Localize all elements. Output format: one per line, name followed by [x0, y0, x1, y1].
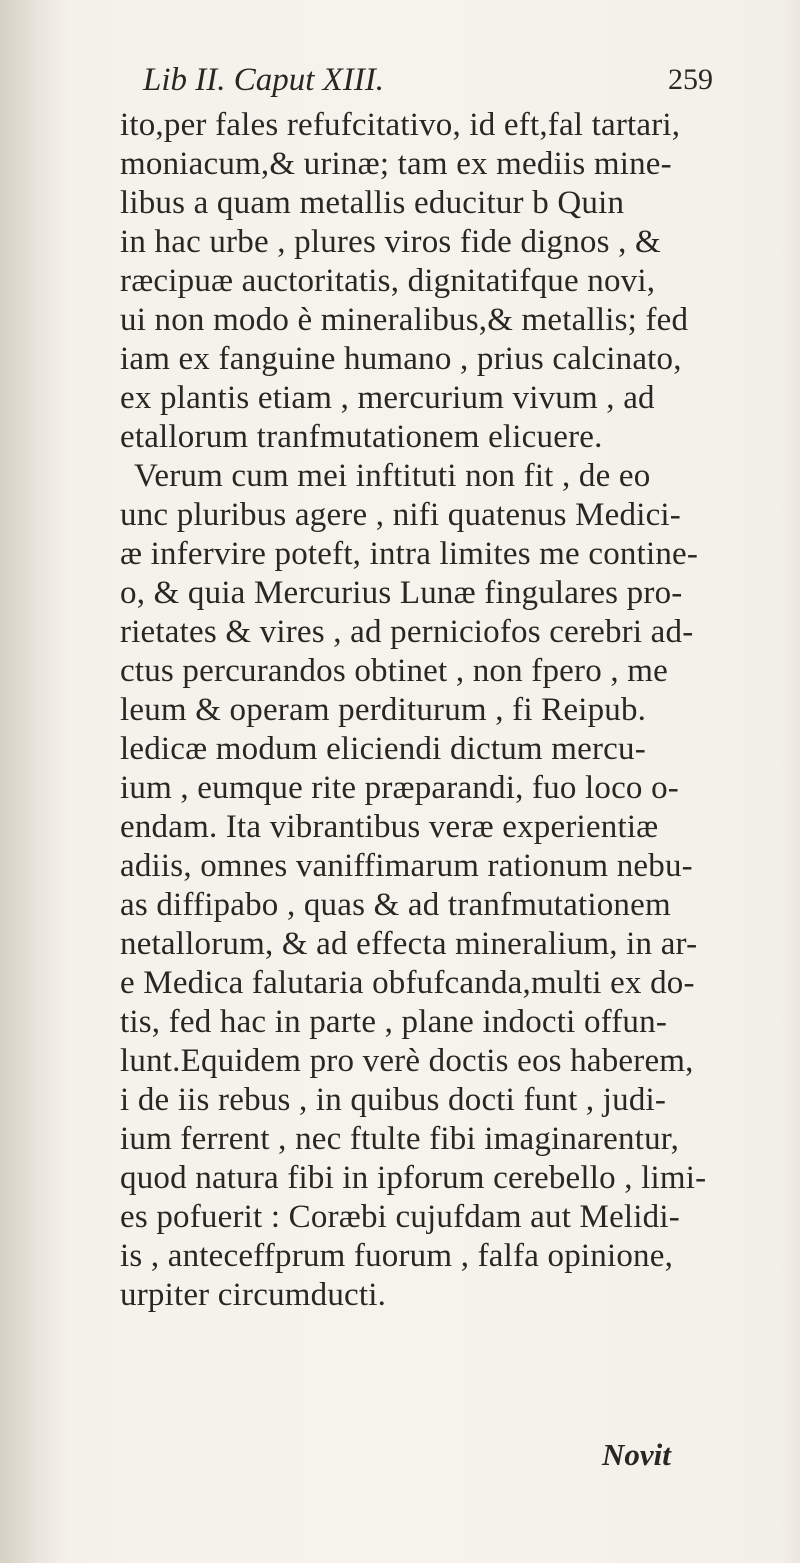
text-line-13: o, & quia Mercurius Lunæ fingulares pro- — [120, 575, 683, 611]
text-line-30: is , anteceffprum fuorum , falfa opinione, — [120, 1238, 674, 1274]
text-line-1: ito,per fales refufcitativo, id eft,fal tartari, — [120, 107, 681, 143]
text-line-9: etallorum tranfmutationem elicuere. — [120, 419, 603, 455]
text-line-6: ui non modo è mineralibus,& metallis; fed — [120, 302, 689, 338]
text-line-7: iam ex fanguine humano , prius calcinato, — [120, 341, 682, 377]
text-line-24: tis, fed hac in parte , plane indocti offun- — [120, 1004, 668, 1040]
text-line-21: as diffipabo , quas & ad tranfmutationem — [120, 887, 671, 923]
text-line-18: ium , eumque rite præparandi, fuo loco o- — [120, 770, 679, 806]
text-line-23: e Medica falutaria obfufcanda,multi ex do- — [120, 965, 695, 1001]
text-line-27: ium ferrent , nec ftulte fibi imaginarentur, — [120, 1121, 680, 1157]
text-line-22: netallorum, & ad effecta mineralium, in ar- — [120, 926, 698, 962]
text-line-15: ctus percurandos obtinet , non fpero , me — [120, 653, 668, 689]
text-line-5: ræcipuæ auctoritatis, dignitatifque novi, — [120, 263, 656, 299]
text-line-19: endam. Ita vibrantibus veræ experientiæ — [120, 809, 659, 845]
gutter-shadow — [0, 0, 70, 1563]
text-line-25: lunt.Equidem pro verè doctis eos haberem, — [120, 1043, 694, 1079]
body-text — [120, 106, 800, 1315]
catchword: Novit — [602, 1437, 671, 1472]
running-head-title: Lib II. Caput XIII. — [143, 62, 385, 98]
text-line-11: unc pluribus agere , nifi quatenus Medici- — [120, 497, 681, 533]
text-line-29: es pofuerit : Coræbi cujufdam aut Melidi- — [120, 1199, 680, 1235]
text-line-4: in hac urbe , plures viros fide dignos , & — [120, 224, 661, 260]
text-line-3: libus a quam metallis educitur b Quin — [120, 185, 625, 221]
text-line-14: rietates & vires , ad perniciofos cerebri ad- — [120, 614, 694, 650]
text-line-31: urpiter circumducti. — [120, 1277, 387, 1313]
text-line-28: quod natura fibi in ipforum cerebello , limi- — [120, 1160, 707, 1196]
text-line-26: i de iis rebus , in quibus docti funt , judi- — [120, 1082, 667, 1118]
text-line-17: ledicæ modum eliciendi dictum mercu- — [120, 731, 646, 767]
text-line-10: Verum cum mei inftituti non fit , de eo — [134, 458, 651, 494]
text-line-2: moniacum,& urinæ; tam ex mediis mine- — [120, 146, 672, 182]
text-line-8: ex plantis etiam , mercurium vivum , ad — [120, 380, 655, 416]
text-line-12: æ infervire poteft, intra limites me contine- — [120, 536, 699, 572]
text-line-20: adiis, omnes vaniffimarum rationum nebu- — [120, 848, 693, 884]
running-head — [143, 62, 713, 98]
page-number: 259 — [668, 63, 713, 96]
text-line-16: leum & operam perditurum , fi Reipub. — [120, 692, 647, 728]
